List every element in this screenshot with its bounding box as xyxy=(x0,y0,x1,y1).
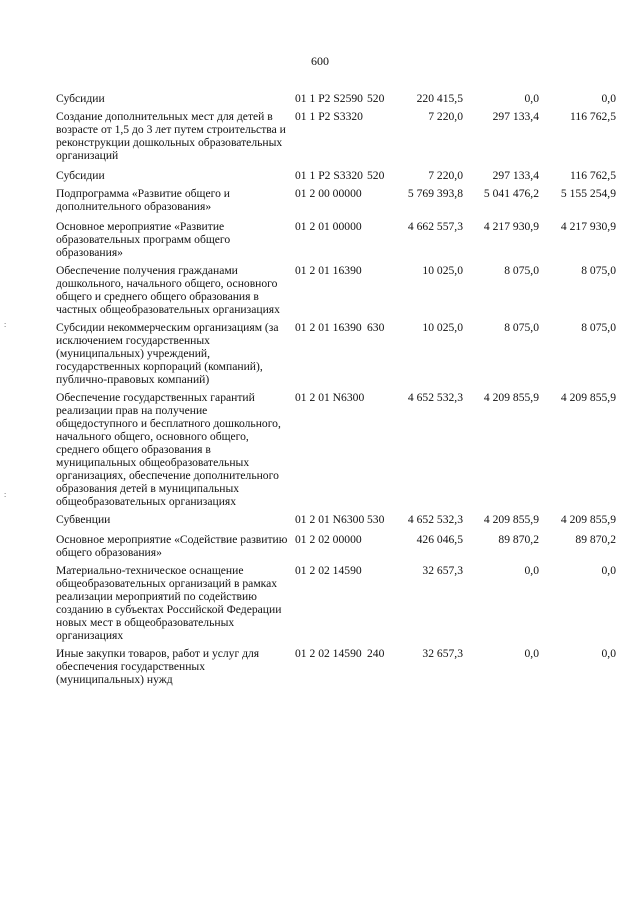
row-name: Иные закупки товаров, работ и услуг для обеспечения государственных (муниципальных) нужд xyxy=(56,647,260,686)
row-name: Субсидии некоммерческим организациям (за исключением государственных (муниципальных) учреждений, государственных корпораций (компаний), публично-правовых компаний) xyxy=(56,321,279,386)
row-value-1: 7 220,0 xyxy=(428,169,463,182)
row-expense-type: 530 xyxy=(367,513,385,526)
row-name: Субвенции xyxy=(56,513,111,526)
row-value-2: 0,0 xyxy=(524,92,539,105)
table-row xyxy=(56,110,626,162)
row-value-1: 4 652 532,3 xyxy=(407,391,463,404)
row-value-1: 4 662 557,3 xyxy=(407,220,463,233)
row-name: Основное мероприятие «Содействие развитию общего образования» xyxy=(56,533,288,559)
row-code: 01 1 P2 S3320 xyxy=(295,169,363,182)
page-number: 600 xyxy=(311,54,329,68)
row-value-2: 5 041 476,2 xyxy=(483,187,539,200)
row-value-3: 0,0 xyxy=(601,564,616,577)
table-row xyxy=(56,264,626,316)
table-row xyxy=(56,187,626,213)
row-code: 01 2 02 14590 xyxy=(295,564,362,577)
row-value-2: 4 209 855,9 xyxy=(483,513,539,526)
row-expense-type: 240 xyxy=(367,647,385,660)
row-name: Обеспечение получения гражданами дошкольного, начального общего, основного общего и среднего общего образования в частных общеобразовательных организациях xyxy=(56,264,280,316)
row-value-1: 10 025,0 xyxy=(422,264,463,277)
table-row xyxy=(56,92,626,105)
row-value-3: 89 870,2 xyxy=(575,533,616,546)
row-value-1: 426 046,5 xyxy=(416,533,463,546)
row-value-2: 8 075,0 xyxy=(504,321,539,334)
table-row xyxy=(56,564,626,642)
row-code: 01 2 01 N6300 xyxy=(295,391,365,404)
row-code: 01 2 01 N6300 xyxy=(295,513,365,526)
row-value-1: 32 657,3 xyxy=(422,564,463,577)
row-code: 01 1 P2 S3320 xyxy=(295,110,363,123)
row-value-3: 4 217 930,9 xyxy=(560,220,616,233)
row-value-2: 297 133,4 xyxy=(492,110,539,123)
row-name: Субсидии xyxy=(56,169,105,182)
row-name: Материально-техническое оснащение общеобразовательных организаций в рамках реализации мероприятий по содействию созданию в субъектах Российской Федерации новых мест в общеобразовательных организациях xyxy=(56,564,282,642)
row-name: Основное мероприятие «Развитие образовательных программ общего образования» xyxy=(56,220,231,259)
row-value-1: 5 769 393,8 xyxy=(407,187,463,200)
row-name: Обеспечение государственных гарантий реализации прав на получение общедоступного и бесплатного дошкольного, начального общего, основного общего, среднего общего образования в муниципальных общеобразовательных организациях, обеспечение дополнительного образования детей в муниципальных общеобразовательных организациях xyxy=(56,391,281,508)
row-value-1: 32 657,3 xyxy=(422,647,463,660)
row-value-3: 8 075,0 xyxy=(581,321,616,334)
row-name: Подпрограмма «Развитие общего и дополнительного образования» xyxy=(56,187,230,213)
table-row xyxy=(56,513,626,526)
row-value-3: 4 209 855,9 xyxy=(560,391,616,404)
row-expense-type: 520 xyxy=(367,92,385,105)
row-value-1: 4 652 532,3 xyxy=(407,513,463,526)
row-code: 01 2 01 00000 xyxy=(295,220,362,233)
budget-table xyxy=(56,92,626,686)
row-code: 01 2 00 00000 xyxy=(295,187,362,200)
row-code: 01 2 01 16390 xyxy=(295,321,362,334)
row-code: 01 2 02 00000 xyxy=(295,533,362,546)
row-value-2: 4 209 855,9 xyxy=(483,391,539,404)
row-value-3: 4 209 855,9 xyxy=(560,513,616,526)
row-code: 01 2 02 14590 xyxy=(295,647,362,660)
row-value-3: 0,0 xyxy=(601,92,616,105)
row-name: Субсидии xyxy=(56,92,105,105)
row-expense-type: 630 xyxy=(367,321,385,334)
row-value-2: 0,0 xyxy=(524,564,539,577)
row-value-2: 4 217 930,9 xyxy=(483,220,539,233)
row-value-2: 0,0 xyxy=(524,647,539,660)
row-expense-type: 520 xyxy=(367,169,385,182)
row-value-1: 10 025,0 xyxy=(422,321,463,334)
table-row xyxy=(56,220,626,259)
row-value-3: 8 075,0 xyxy=(581,264,616,277)
table-row xyxy=(56,391,626,508)
table-row xyxy=(56,533,626,559)
row-value-3: 116 762,5 xyxy=(570,169,616,182)
row-name: Создание дополнительных мест для детей в возрасте от 1,5 до 3 лет путем строительства и реконструкции дошкольных образовательных организаций xyxy=(56,110,286,162)
row-value-1: 7 220,0 xyxy=(428,110,463,123)
margin-mark: : xyxy=(4,320,7,329)
margin-mark: : xyxy=(4,490,7,499)
row-value-2: 297 133,4 xyxy=(492,169,539,182)
row-code: 01 1 P2 S2590 xyxy=(295,92,363,105)
row-value-3: 5 155 254,9 xyxy=(560,187,616,200)
table-row xyxy=(56,321,626,386)
row-value-1: 220 415,5 xyxy=(416,92,463,105)
table-row xyxy=(56,169,626,182)
row-value-3: 0,0 xyxy=(601,647,616,660)
row-value-3: 116 762,5 xyxy=(570,110,616,123)
table-row xyxy=(56,647,626,686)
row-code: 01 2 01 16390 xyxy=(295,264,362,277)
row-value-2: 89 870,2 xyxy=(498,533,539,546)
row-value-2: 8 075,0 xyxy=(504,264,539,277)
